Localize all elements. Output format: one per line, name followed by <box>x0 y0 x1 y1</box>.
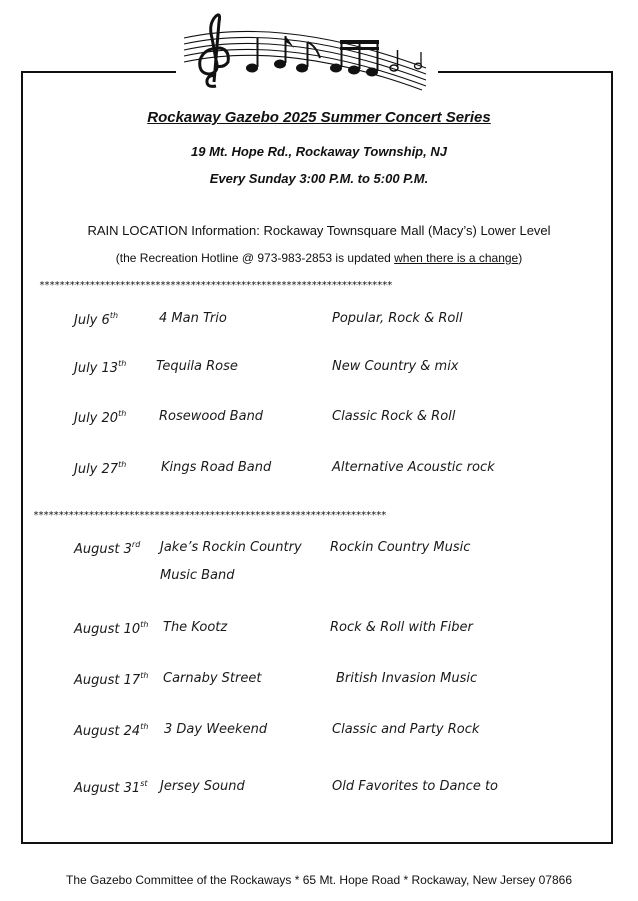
concert-band: Jersey Sound <box>160 779 245 794</box>
concert-band: Tequila Rose <box>156 359 238 374</box>
concert-genre: Rock & Roll with Fiber <box>330 620 473 635</box>
concert-band: Jake’s Rockin Country <box>160 540 302 555</box>
concert-schedule: Every Sunday 3:00 P.M. to 5:00 P.M. <box>209 171 429 186</box>
concert-date: August 31st <box>74 779 148 796</box>
concert-band: Rosewood Band <box>159 409 264 424</box>
hotline-emphasis: when there is a change <box>394 251 519 265</box>
page-title: Rockaway Gazebo 2025 Summer Concert Series <box>147 109 491 126</box>
rain-location: RAIN LOCATION Information: Rockaway Townsquare Mall (Macy’s) Lower Level <box>87 223 551 238</box>
concert-band-line2: Music Band <box>160 568 235 583</box>
separator-top: ********************************************************************** <box>39 280 392 291</box>
concert-band: The Kootz <box>163 620 228 635</box>
concert-band: 3 Day Weekend <box>164 722 268 737</box>
concert-band: 4 Man Trio <box>159 311 227 326</box>
concert-genre: New Country & mix <box>332 359 459 374</box>
concert-date: August 10th <box>74 620 149 637</box>
concert-date: August 17th <box>74 671 149 688</box>
concert-date: July 13th <box>74 359 127 376</box>
concert-genre: Classic and Party Rock <box>332 722 480 737</box>
concert-date: July 20th <box>74 409 127 426</box>
concert-date: July 6th <box>74 311 119 328</box>
concert-date: August 24th <box>74 722 149 739</box>
concert-genre: Alternative Acoustic rock <box>332 460 495 475</box>
concert-date: July 27th <box>74 460 127 477</box>
concert-band: Kings Road Band <box>161 460 272 475</box>
concert-band: Carnaby Street <box>163 671 262 686</box>
concert-genre: Popular, Rock & Roll <box>332 311 463 326</box>
hotline-note: (the Recreation Hotline @ 973-983-2853 is updated when there is a change) <box>115 251 523 265</box>
concert-genre: British Invasion Music <box>336 671 478 686</box>
venue-address: 19 Mt. Hope Rd., Rockaway Township, NJ <box>191 144 447 159</box>
concert-genre: Classic Rock & Roll <box>332 409 456 424</box>
concert-genre: Rockin Country Music <box>330 540 471 555</box>
footer: The Gazebo Committee of the Rockaways * 65 Mt. Hope Road * Rockaway, New Jersey 07866 <box>65 873 572 887</box>
music-notes-icon <box>176 8 438 92</box>
concert-date: August 3rd <box>74 540 141 557</box>
concert-genre: Old Favorites to Dance to <box>332 779 499 794</box>
separator-middle: ********************************************************************** <box>33 510 386 521</box>
